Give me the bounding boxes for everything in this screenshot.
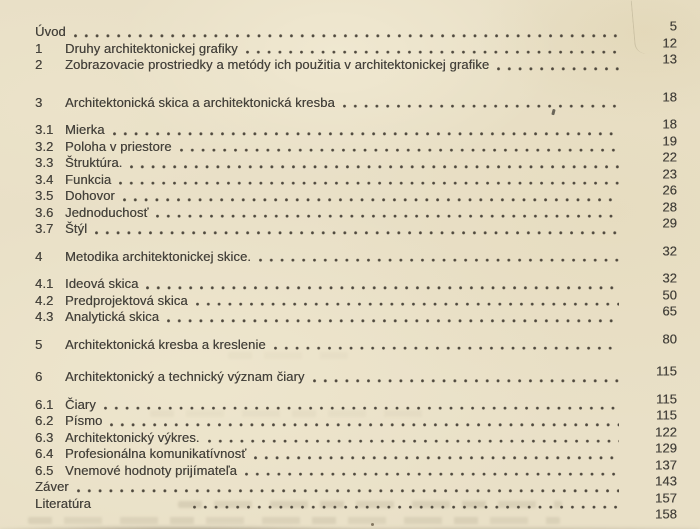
- toc-page-number: 23: [662, 166, 677, 181]
- toc-section-number: 4.1: [35, 276, 54, 291]
- toc-row: [35, 363, 677, 386]
- toc-section-number: 6.3: [35, 429, 54, 445]
- toc-row: [35, 473, 677, 496]
- toc-entry-title: Štruktúra.: [65, 155, 123, 170]
- toc-row: [35, 440, 677, 463]
- toc-entry-title: Jednoduchosť: [65, 204, 149, 220]
- toc-page-number: 12: [662, 35, 677, 50]
- toc-section-number: 4.3: [35, 309, 54, 324]
- toc-entry-title: Štýl: [65, 221, 88, 236]
- toc-page-number: 28: [662, 199, 677, 214]
- toc-section-number: 3.2: [35, 138, 54, 154]
- dot-leader: [180, 139, 619, 156]
- dot-leader: [130, 155, 619, 172]
- toc-entry-title: Čiary: [65, 396, 96, 412]
- toc-page-number: 115: [655, 407, 677, 423]
- dot-leader: [74, 24, 619, 41]
- toc-section-number: 6.2: [35, 413, 54, 428]
- toc-row: [35, 51, 677, 74]
- toc-section-number: 3.6: [35, 204, 54, 220]
- toc-page-number: 32: [662, 243, 677, 258]
- toc-page-number: 80: [662, 331, 677, 346]
- toc-entry-title: Analytická skica: [65, 309, 160, 324]
- toc-entry-title: Architektonický a technický význam čiary: [65, 369, 305, 384]
- toc-row: [35, 116, 677, 139]
- toc-section-number: 3.5: [35, 188, 54, 203]
- toc-entry-title: Profesionálna komunikatívnosť: [65, 446, 247, 461]
- toc-row: [35, 424, 677, 447]
- toc-page-number: 32: [662, 270, 677, 286]
- toc-section-number: 6.5: [35, 462, 54, 478]
- bleedthrough-text: [228, 352, 348, 359]
- toc-page-number: 50: [662, 287, 677, 302]
- page-edge-shadow: [0, 523, 700, 529]
- toc-page-number: 18: [662, 116, 677, 132]
- toc-page-number: 5: [669, 18, 677, 34]
- toc-entry-title: Ideová skica: [65, 276, 139, 291]
- toc-entry-title: Poloha v priestore: [65, 138, 172, 154]
- dot-leader: [146, 276, 619, 293]
- dot-leader: [274, 337, 619, 354]
- toc-row: [35, 182, 677, 205]
- toc-section-number: 3.7: [35, 221, 54, 236]
- dot-leader: [95, 221, 619, 238]
- toc-page-number: 13: [662, 51, 677, 67]
- dot-leader: [77, 479, 619, 496]
- bleedthrough-text: [150, 410, 430, 417]
- toc-row: [35, 166, 677, 189]
- toc-page-number: 115: [655, 363, 677, 379]
- toc-page-number: 18: [662, 89, 677, 104]
- toc-entry-title: Architektonický výkres.: [65, 429, 200, 445]
- toc-row: [35, 243, 677, 266]
- toc-entry-title: Písmo: [65, 413, 103, 428]
- toc-page-number: 158: [655, 506, 677, 522]
- toc-entry-title: Druhy architektonickej grafiky: [65, 40, 238, 56]
- toc-section-number: 6: [35, 369, 43, 384]
- toc-entry-title: Úvod: [35, 24, 66, 39]
- toc-page-number: 129: [655, 440, 677, 456]
- toc-row: [35, 215, 677, 238]
- dot-leader: [156, 205, 619, 222]
- toc-section-number: 4.2: [35, 292, 54, 308]
- toc-page-number: 22: [662, 149, 677, 165]
- toc-page-number: 157: [655, 490, 677, 505]
- toc-page-number: 65: [662, 303, 677, 319]
- toc-row: [35, 303, 677, 326]
- dot-leader: [343, 95, 619, 112]
- dot-leader: [246, 41, 619, 58]
- toc-entry-title: Predprojektová skica: [65, 292, 188, 308]
- toc-row: [35, 18, 677, 41]
- toc-entry-title: Dohovor: [65, 188, 115, 203]
- toc-row: [35, 149, 677, 172]
- toc-entry-title: Zobrazovacie prostriedky a metódy ich použitia v architektonickej grafike: [65, 57, 490, 72]
- toc-section-number: 3.1: [35, 122, 54, 137]
- toc-row: [35, 457, 677, 480]
- dot-leader: [196, 293, 619, 310]
- dot-leader: [254, 446, 619, 463]
- dot-leader: [497, 57, 619, 74]
- toc-section-number: 4: [35, 248, 43, 264]
- toc-page-number: 122: [655, 424, 677, 439]
- bleedthrough-text: [178, 501, 562, 508]
- table-of-contents: [35, 18, 677, 529]
- dot-leader: [167, 309, 619, 326]
- toc-section-number: 6.1: [35, 396, 54, 412]
- toc-row: [35, 89, 677, 112]
- toc-section-number: 6.4: [35, 446, 54, 461]
- toc-entry-title: Metodika architektonickej skice.: [65, 248, 251, 264]
- toc-row: [35, 35, 677, 58]
- dot-leader: [259, 249, 619, 266]
- toc-section-number: 1: [35, 40, 43, 56]
- toc-page-number: 26: [662, 182, 677, 198]
- toc-section-number: 2: [35, 57, 43, 72]
- toc-page-number: 143: [655, 473, 677, 489]
- toc-row: [35, 133, 677, 156]
- toc-entry-title: Architektonická skica a architektonická kresba: [65, 94, 335, 110]
- toc-row: [35, 270, 677, 293]
- toc-row: [35, 331, 677, 354]
- dot-leader: [119, 172, 619, 189]
- toc-entry-title: Architektonická kresba a kreslenie: [65, 336, 266, 352]
- toc-section-number: 3.3: [35, 155, 54, 170]
- toc-page-number: 29: [662, 215, 677, 231]
- toc-page-number: 19: [662, 133, 677, 148]
- dot-leader: [208, 430, 619, 447]
- toc-row: [35, 287, 677, 310]
- toc-entry-title: Záver: [35, 479, 69, 494]
- toc-page-number: 137: [655, 457, 677, 472]
- toc-page-number: 115: [655, 391, 677, 406]
- toc-section-number: 3: [35, 94, 43, 110]
- dot-leader: [113, 122, 619, 139]
- dot-leader: [313, 369, 619, 386]
- toc-row: [35, 199, 677, 222]
- toc-entry-title: Vnemové hodnoty prijímateľa: [65, 462, 237, 478]
- dot-leader: [245, 463, 619, 480]
- toc-entry-title: Literatúra: [35, 495, 91, 511]
- toc-entry-title: Mierka: [65, 122, 105, 137]
- toc-section-number: 3.4: [35, 171, 54, 187]
- dot-leader: [123, 188, 619, 205]
- toc-entry-title: Funkcia: [65, 171, 112, 187]
- toc-section-number: 5: [35, 336, 43, 352]
